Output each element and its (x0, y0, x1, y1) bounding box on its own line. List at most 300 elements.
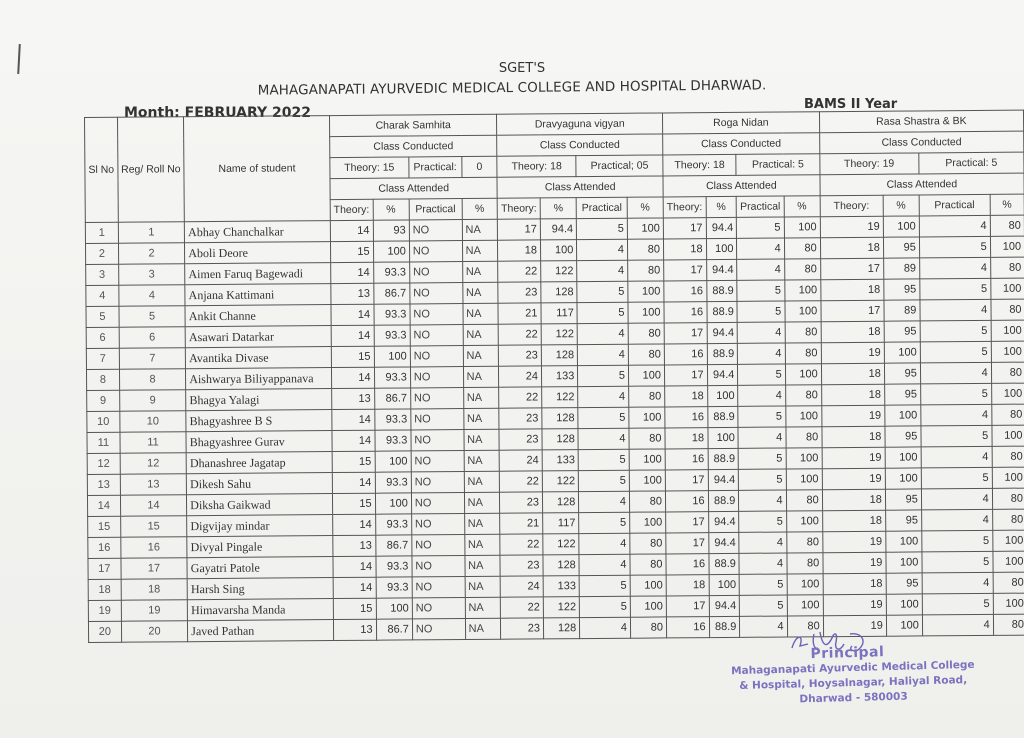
theory-percent-cell: 100 (375, 451, 411, 472)
sl-no-cell: 20 (88, 621, 121, 642)
practical-percent-cell: NA (463, 303, 499, 324)
practical-attended-header: Practical (409, 199, 462, 220)
roll-no-cell: 1 (118, 222, 185, 244)
theory-attended-cell: 14 (331, 325, 374, 346)
practical-attended-cell: 4 (579, 533, 630, 554)
practical-percent-cell: 80 (991, 299, 1024, 320)
theory-attended-cell: 21 (500, 513, 543, 534)
sl-no-cell: 7 (86, 348, 119, 369)
practical-attended-cell: 5 (580, 596, 631, 617)
theory-attended-cell: 18 (822, 489, 885, 510)
theory-percent-cell: 89 (884, 300, 920, 321)
theory-percent-cell: 95 (884, 363, 920, 384)
theory-percent-cell: 100 (885, 405, 921, 426)
practical-percent-cell: NA (465, 576, 501, 597)
practical-percent-cell: NA (464, 450, 500, 471)
col-student-name: Name of student (184, 116, 331, 222)
class-conducted-label: Class Conducted (497, 134, 663, 156)
class-attended-label: Class Attended (820, 173, 1024, 196)
sl-no-cell: 3 (86, 264, 119, 285)
student-name-cell: Dikesh Sahu (187, 473, 333, 495)
theory-percent-header: % (883, 195, 919, 216)
theory-percent-cell: 128 (543, 555, 579, 576)
practical-percent-cell: 100 (786, 469, 822, 490)
sl-no-cell: 9 (87, 390, 120, 411)
theory-percent-cell: 122 (543, 597, 579, 618)
theory-attended-cell: 18 (666, 575, 709, 596)
theory-percent-cell: 94.4 (707, 364, 738, 385)
practical-percent-cell: NA (463, 387, 499, 408)
practical-attended-cell: NO (411, 409, 464, 430)
theory-attended-cell: 22 (501, 597, 544, 618)
theory-attended-cell: 17 (665, 470, 708, 491)
theory-percent-cell: 86.7 (374, 388, 410, 409)
practical-percent-cell: 80 (629, 491, 665, 512)
practical-attended-cell: 4 (919, 257, 990, 279)
subject-dravyaguna-vigyan: Dravyaguna vigyan (497, 113, 663, 135)
practical-attended-cell: 4 (578, 428, 629, 449)
practical-attended-cell: NO (410, 325, 463, 346)
attendance-table (84, 110, 1024, 643)
practical-attended-cell: 4 (919, 215, 990, 237)
practical-percent-cell: NA (464, 534, 500, 555)
theory-percent-cell: 88.9 (708, 448, 739, 469)
student-name-cell: Asawari Datarkar (185, 326, 331, 348)
roll-no-cell: 14 (120, 495, 187, 517)
theory-percent-cell: 94.4 (707, 322, 738, 343)
theory-percent-cell: 122 (541, 324, 577, 345)
practical-attended-cell: 4 (577, 260, 628, 281)
practical-attended-cell: 5 (922, 530, 993, 552)
practical-attended-cell: NO (412, 619, 465, 640)
theory-percent-cell: 95 (885, 489, 921, 510)
roll-no-cell: 2 (118, 243, 185, 265)
theory-percent-cell: 94.4 (706, 259, 737, 280)
theory-percent-cell: 100 (886, 552, 922, 573)
practical-percent-header: % (784, 196, 820, 217)
student-name-cell: Bhagya Yalagi (186, 389, 332, 411)
theory-percent-cell: 133 (541, 366, 577, 387)
theory-attended-cell: 17 (664, 365, 707, 386)
roll-no-cell: 18 (121, 579, 188, 601)
practical-attended-cell: NO (410, 304, 463, 325)
theory-attended-cell: 14 (332, 409, 375, 430)
org-short-name: SGET'S (498, 61, 546, 76)
practical-attended-cell: 5 (578, 365, 629, 386)
practical-attended-cell: NO (410, 367, 463, 388)
student-name-cell: Aimen Faruq Bagewadi (185, 263, 331, 285)
theory-percent-cell: 100 (883, 216, 919, 237)
practical-attended-cell: NO (411, 430, 464, 451)
theory-attended-cell: 14 (333, 514, 376, 535)
theory-percent-cell: 100 (375, 493, 411, 514)
theory-attended-cell: 14 (331, 367, 374, 388)
practical-percent-cell: 100 (990, 278, 1024, 299)
practical-attended-cell: 4 (921, 488, 992, 510)
practical-percent-cell: NA (463, 366, 499, 387)
practical-attended-cell: 5 (920, 341, 991, 363)
practical-percent-cell: 100 (786, 448, 822, 469)
class-conducted-label: Class Conducted (663, 133, 820, 155)
practical-percent-cell: 100 (786, 511, 822, 532)
practical-attended-cell: 4 (922, 572, 993, 594)
class-conducted-label: Class Conducted (330, 135, 498, 157)
roll-no-cell: 3 (118, 264, 185, 286)
student-name-cell: Gayatri Patole (187, 557, 333, 579)
roll-no-cell: 9 (119, 390, 186, 412)
practical-percent-cell: 80 (785, 322, 821, 343)
practical-attended-header: Practical (919, 194, 990, 216)
student-name-cell: Aishwarya Biliyappanava (186, 368, 332, 390)
theory-percent-cell: 100 (885, 447, 921, 468)
practical-percent-cell: 80 (992, 446, 1024, 467)
student-name-cell: Bhagyashree B S (186, 410, 332, 432)
theory-percent-cell: 95 (883, 237, 919, 258)
sl-no-cell: 14 (87, 495, 120, 516)
roll-no-cell: 10 (119, 411, 186, 433)
theory-attended-cell: 17 (663, 218, 706, 239)
theory-percent-cell: 133 (543, 576, 579, 597)
practical-attended-cell: 5 (920, 383, 991, 405)
sl-no-cell: 2 (85, 243, 118, 264)
practical-attended-cell: 5 (579, 512, 630, 533)
theory-percent-cell: 100 (540, 240, 576, 261)
practical-attended-cell: 4 (921, 446, 992, 468)
practical-attended-cell: 4 (738, 385, 785, 406)
practical-attended-cell: 5 (921, 467, 992, 489)
theory-attended-header: Theory: (663, 197, 706, 218)
practical-percent-cell: 100 (993, 593, 1024, 614)
theory-attended-cell: 15 (331, 346, 374, 367)
practical-percent-cell: NA (463, 324, 499, 345)
theory-percent-cell: 93.3 (374, 304, 410, 325)
roll-no-cell: 11 (120, 432, 187, 454)
theory-percent-cell: 93 (373, 220, 409, 241)
practical-percent-cell: NA (465, 597, 501, 618)
theory-attended-cell: 18 (821, 384, 884, 405)
theory-percent-cell: 94.4 (708, 532, 739, 553)
practical-attended-cell: NO (410, 388, 463, 409)
practical-attended-cell: 4 (739, 532, 786, 553)
practical-percent-cell: 100 (787, 595, 823, 616)
theory-attended-cell: 16 (665, 491, 708, 512)
practical-attended-cell: NO (412, 556, 465, 577)
student-name-cell: Avantika Divase (186, 347, 332, 369)
practical-attended-cell: 5 (579, 470, 630, 491)
theory-percent-cell: 93.3 (374, 409, 410, 430)
class-attended-label: Class Attended (330, 177, 498, 199)
theory-percent-cell: 88.9 (708, 490, 739, 511)
theory-attended-cell: 19 (822, 468, 885, 489)
theory-percent-cell: 122 (542, 387, 578, 408)
practical-percent-cell: 80 (630, 554, 666, 575)
theory-attended-cell: 17 (821, 300, 884, 321)
practical-percent-cell: 100 (627, 218, 663, 239)
theory-percent-cell: 86.7 (375, 535, 411, 556)
stamp-line-3: Dharwad - 580003 (799, 690, 908, 706)
practical-attended-cell: 4 (737, 259, 784, 280)
practical-attended-cell: 5 (738, 364, 785, 385)
theory-percent-cell: 122 (542, 471, 578, 492)
theory-percent-cell: 93.3 (373, 262, 409, 283)
roll-no-cell: 7 (119, 348, 186, 370)
theory-percent-cell: 117 (543, 513, 579, 534)
sl-no-cell: 8 (86, 369, 119, 390)
theory-attended-cell: 16 (665, 407, 708, 428)
theory-percent-cell: 100 (706, 238, 737, 259)
roll-no-cell: 4 (119, 285, 186, 307)
practical-attended-cell: 5 (740, 595, 787, 616)
practical-percent-cell: 100 (628, 281, 664, 302)
practical-attended-cell: 4 (577, 239, 628, 260)
theory-percent-cell: 128 (542, 429, 578, 450)
practical-percent-cell: NA (463, 345, 499, 366)
theory-attended-cell: 18 (823, 573, 886, 594)
practical-percent-cell: 80 (628, 344, 664, 365)
sl-no-cell: 19 (88, 600, 121, 621)
theory-percent-cell: 100 (886, 531, 922, 552)
theory-attended-cell: 23 (499, 429, 542, 450)
sl-no-cell: 13 (87, 474, 120, 495)
theory-attended-cell: 15 (332, 493, 375, 514)
sl-no-cell: 17 (88, 558, 121, 579)
theory-percent-cell: 100 (885, 468, 921, 489)
theory-percent-cell: 94.4 (709, 595, 740, 616)
theory-attended-cell: 14 (330, 220, 373, 241)
theory-attended-header: Theory: (498, 198, 541, 219)
theory-attended-cell: 13 (333, 619, 376, 640)
practical-attended-cell: 5 (738, 448, 785, 469)
theory-percent-cell: 122 (543, 534, 579, 555)
practical-attended-cell: 5 (922, 551, 993, 573)
theory-attended-cell: 19 (820, 216, 883, 237)
practical-attended-cell: 5 (919, 236, 990, 258)
practical-percent-cell: 100 (993, 551, 1024, 572)
practical-percent-cell: 100 (629, 449, 665, 470)
theory-attended-cell: 16 (666, 554, 709, 575)
practical-attended-cell: 4 (737, 238, 784, 259)
theory-attended-cell: 14 (331, 304, 374, 325)
theory-percent-cell: 100 (707, 385, 738, 406)
theory-percent-cell: 93.3 (374, 325, 410, 346)
student-name-cell: Digvijay mindar (187, 515, 333, 537)
practical-percent-cell: 100 (785, 364, 821, 385)
theory-attended-cell: 22 (500, 534, 543, 555)
theory-attended-cell: 14 (332, 430, 375, 451)
theory-attended-cell: 24 (500, 576, 543, 597)
practical-attended-cell: 4 (738, 427, 785, 448)
theory-attended-cell: 23 (500, 492, 543, 513)
theory-attended-cell: 17 (664, 323, 707, 344)
practical-percent-cell: 80 (627, 239, 663, 260)
practical-percent-cell: 80 (630, 533, 666, 554)
theory-percent-header: % (373, 199, 409, 220)
theory-percent-cell: 100 (886, 594, 922, 615)
practical-percent-cell: 100 (991, 383, 1024, 404)
theory-attended-cell: 18 (820, 279, 883, 300)
theory-attended-cell: 16 (664, 302, 707, 323)
practical-attended-cell: 4 (739, 553, 786, 574)
theory-percent-header: % (706, 196, 737, 217)
practical-percent-cell: 80 (786, 427, 822, 448)
theory-attended-cell: 15 (333, 598, 376, 619)
practical-conducted: Practical: (409, 157, 462, 178)
theory-percent-cell: 94.4 (708, 469, 739, 490)
practical-attended-cell: 4 (922, 614, 993, 636)
theory-percent-cell: 128 (541, 282, 577, 303)
practical-attended-cell: 5 (578, 449, 629, 470)
practical-attended-cell: 5 (739, 469, 786, 490)
roll-no-cell: 15 (120, 516, 187, 538)
col-sl-no: Sl No (85, 117, 119, 222)
practical-attended-cell: 5 (922, 593, 993, 615)
theory-percent-cell: 128 (542, 408, 578, 429)
theory-percent-cell: 95 (885, 510, 921, 531)
practical-percent-cell: 100 (787, 574, 823, 595)
theory-attended-cell: 14 (333, 556, 376, 577)
practical-percent-cell: 100 (992, 467, 1024, 488)
theory-attended-cell: 18 (821, 321, 884, 342)
practical-attended-header: Practical (576, 197, 627, 218)
roll-no-cell: 5 (119, 306, 186, 328)
roll-no-cell: 20 (121, 621, 188, 643)
practical-conducted-value: 0 (461, 156, 497, 177)
practical-attended-cell: NO (412, 535, 465, 556)
roll-no-cell: 6 (119, 327, 186, 349)
theory-attended-cell: 13 (333, 535, 376, 556)
theory-percent-cell: 93.3 (375, 556, 411, 577)
practical-percent-cell: NA (464, 513, 500, 534)
stamp-title: Principal (810, 644, 885, 663)
theory-percent-cell: 88.9 (707, 343, 738, 364)
principal-stamp (717, 641, 989, 709)
theory-attended-cell: 17 (666, 596, 709, 617)
theory-attended-cell: 17 (666, 512, 709, 533)
practical-percent-cell: 80 (992, 509, 1024, 530)
theory-attended-cell: 19 (822, 531, 885, 552)
practical-attended-cell: NO (412, 577, 465, 598)
class-attended-label: Class Attended (497, 176, 663, 198)
theory-attended-cell: 18 (822, 510, 885, 531)
class-attended-label: Class Attended (663, 175, 820, 197)
sl-no-cell: 6 (86, 327, 119, 348)
student-name-cell: Ankit Channe (185, 305, 331, 327)
theory-attended-cell: 19 (823, 615, 886, 636)
theory-attended-cell: 14 (332, 472, 375, 493)
practical-percent-cell: 100 (628, 365, 664, 386)
practical-attended-cell: 4 (920, 299, 991, 321)
student-name-cell: Javed Pathan (188, 620, 334, 642)
theory-percent-cell: 100 (886, 615, 922, 636)
practical-attended-cell: 4 (738, 343, 785, 364)
theory-percent-cell: 88.9 (709, 553, 740, 574)
theory-attended-cell: 14 (333, 577, 376, 598)
theory-attended-cell: 21 (498, 303, 541, 324)
theory-percent-cell: 95 (884, 279, 920, 300)
practical-attended-cell: 5 (920, 320, 991, 342)
theory-percent-cell: 95 (886, 573, 922, 594)
sl-no-cell: 5 (86, 306, 119, 327)
stamp-line-1: Mahaganapati Ayurvedic Medical College (730, 658, 975, 678)
practical-percent-cell: 80 (785, 385, 821, 406)
practical-attended-cell: 4 (578, 344, 629, 365)
theory-attended-cell: 19 (821, 405, 884, 426)
practical-percent-cell: 100 (629, 407, 665, 428)
practical-attended-cell: 5 (737, 217, 784, 238)
practical-percent-cell: 80 (629, 428, 665, 449)
student-name-cell: Harsh Sing (187, 578, 333, 600)
practical-attended-cell: 5 (737, 301, 784, 322)
theory-attended-cell: 23 (499, 345, 542, 366)
theory-attended-cell: 18 (820, 237, 883, 258)
sl-no-cell: 10 (87, 411, 120, 432)
sl-no-cell: 16 (88, 537, 121, 558)
practical-attended-cell: 4 (920, 362, 991, 384)
practical-attended-cell: 4 (921, 509, 992, 531)
practical-percent-cell: 80 (628, 260, 664, 281)
theory-percent-cell: 94.4 (708, 511, 739, 532)
theory-attended-cell: 13 (331, 283, 374, 304)
practical-percent-cell: 100 (629, 470, 665, 491)
theory-attended-cell: 18 (821, 363, 884, 384)
practical-percent-cell: 100 (991, 320, 1024, 341)
theory-attended-header: Theory: (330, 199, 373, 220)
theory-attended-cell: 16 (665, 449, 708, 470)
theory-attended-cell: 18 (663, 239, 706, 260)
practical-attended-cell: 5 (738, 406, 785, 427)
subject-roga-nidan: Roga Nidan (662, 112, 819, 134)
theory-attended-cell: 16 (666, 617, 709, 638)
practical-attended-cell: 4 (579, 491, 630, 512)
theory-percent-cell: 100 (709, 574, 740, 595)
theory-percent-header: % (540, 198, 576, 219)
theory-attended-cell: 19 (822, 447, 885, 468)
theory-attended-cell: 24 (499, 450, 542, 471)
practical-percent-cell: NA (464, 429, 500, 450)
practical-percent-cell: 100 (785, 406, 821, 427)
practical-percent-cell: 100 (630, 596, 666, 617)
theory-attended-cell: 23 (499, 408, 542, 429)
theory-percent-cell: 86.7 (373, 283, 409, 304)
practical-percent-cell: 80 (785, 343, 821, 364)
practical-attended-cell: 4 (578, 386, 629, 407)
practical-attended-cell: NO (409, 220, 462, 241)
theory-percent-cell: 89 (883, 258, 919, 279)
subject-rasa-shastra: Rasa Shastra & BK (819, 110, 1024, 133)
theory-attended-cell: 23 (501, 618, 544, 639)
month-label: Month: FEBRUARY 2022 (124, 105, 311, 121)
theory-percent-cell: 100 (376, 598, 412, 619)
practical-conducted: Practical: 5 (736, 154, 819, 176)
practical-percent-cell: 80 (630, 617, 666, 638)
practical-attended-cell: 4 (740, 616, 787, 637)
student-name-cell: Himavarsha Manda (188, 599, 334, 621)
theory-attended-cell: 19 (823, 552, 886, 573)
theory-percent-cell: 88.9 (706, 280, 737, 301)
theory-percent-cell: 93.3 (375, 514, 411, 535)
theory-attended-cell: 17 (498, 219, 541, 240)
theory-percent-cell: 95 (884, 384, 920, 405)
practical-attended-cell: NO (411, 514, 464, 535)
practical-percent-cell: 100 (992, 425, 1024, 446)
practical-percent-cell: 80 (992, 488, 1024, 509)
theory-percent-cell: 93.3 (375, 472, 411, 493)
theory-attended-cell: 16 (664, 344, 707, 365)
practical-percent-cell: 100 (992, 530, 1024, 551)
practical-attended-cell: 4 (579, 554, 630, 575)
theory-conducted: Theory: 19 (819, 153, 918, 175)
theory-attended-cell: 23 (500, 555, 543, 576)
